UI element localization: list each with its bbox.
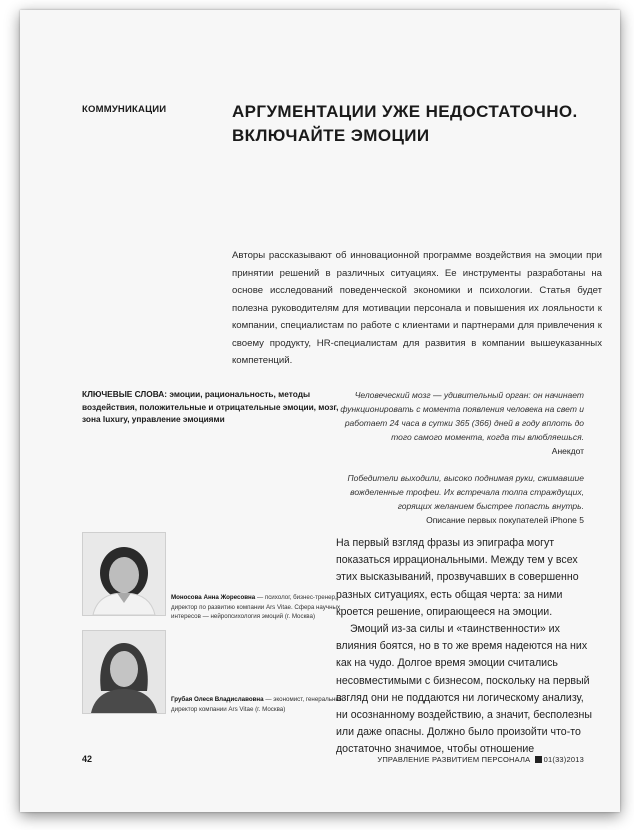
article-title <box>232 100 612 148</box>
epigraph-2-quote: Победители выходили, высоко поднимая руки, сжимавшие вожделенные трофеи. Их встречала толпа страждущих, горящих желанием быстрее попасть внутрь. <box>347 473 584 511</box>
epigraph-2-source: Описание первых покупателей iPhone 5 <box>426 515 584 525</box>
author-2-portrait-image <box>83 631 165 713</box>
journal-footer <box>377 755 584 764</box>
page-number: 42 <box>82 754 93 764</box>
title-line-1: АРГУМЕНТАЦИИ УЖЕ НЕДОСТАТОЧНО. <box>232 102 578 121</box>
separator-square-icon <box>535 756 542 763</box>
body-paragraph-1: На первый взгляд фразы из эпиграфа могут показаться иррациональными. Между тем у всех этих высказываний, прозвучавших в совершенно разных ситуациях, есть общая черта: за ними кроется решение, опирающееся на эмоции. <box>336 537 579 618</box>
author-2-bio <box>171 695 346 714</box>
author-2-photo <box>82 630 166 714</box>
title-line-2: ВКЛЮЧАЙТЕ ЭМОЦИИ <box>232 126 430 145</box>
author-1-name: Моносова Анна Жоресовна <box>171 594 256 601</box>
journal-name: УПРАВЛЕНИЕ РАЗВИТИЕМ ПЕРСОНАЛА <box>377 755 531 764</box>
article-body <box>336 535 598 759</box>
author-1-portrait-image <box>83 533 165 615</box>
magazine-page <box>20 10 620 812</box>
lead-text: Авторы рассказывают об инновационной программе воздействия на эмоции при принятии решений в различных ситуациях. Ее инструменты разработаны на основе исследований поведенческой экономики и психологии. Статья будет полезна руководителям для мотивации персонала и повышения их лояльности к компании, специалистам по работе с клиентами и партнерами для привлечения к своему продукту, HR-специалистам для развития в компании вышеуказанных компетенций. <box>232 250 602 366</box>
author-2-description: — экономист, генеральный директор компании Ars Vitae (г. Москва) <box>171 696 344 713</box>
author-1-bio <box>171 593 346 622</box>
epigraph-1-quote: Человеческий мозг — удивительный орган: он начинает функционировать с момента появления человека на свет и работает 24 часа в сутки 365 (366) дней в году вплоть до того самого момента, когда ты влюбляешься. <box>340 390 584 442</box>
body-paragraph-2: Эмоций из-за силы и «таинственности» их влияния боятся, но в то же время надеются на них как на чудо. Долгое время эмоции считались несовместимыми с бизнесом, поскольку на первый взгляд они не поддаются ни логическому анализу, ни осознанному воздействию, а значит, бесполезны или даже опасны. Должно было произойти что-то достаточно значимое, чтобы отношение <box>336 623 592 756</box>
article-lead <box>232 247 602 370</box>
author-1-description: — психолог, бизнес-тренер, директор по развитию компании Ars Vitae. Сфера научных интересов — нейропсихология эмоций (г. Москва) <box>171 594 341 620</box>
keywords: КЛЮЧЕВЫЕ СЛОВА: эмоции, рациональность, методы воздействия, положительные и отрицательные эмоции, мозг, зона luxury, управление эмоциями <box>82 389 339 424</box>
journal-issue: 01(33)2013 <box>543 755 584 764</box>
epigraph-1 <box>324 388 584 458</box>
section-rubric: КОММУНИКАЦИИ <box>82 104 167 115</box>
epigraph-2 <box>324 471 584 527</box>
author-1-photo <box>82 532 166 616</box>
author-2-name: Грубая Олеся Владиславовна <box>171 696 264 703</box>
epigraph-1-source: Анекдот <box>551 446 584 456</box>
